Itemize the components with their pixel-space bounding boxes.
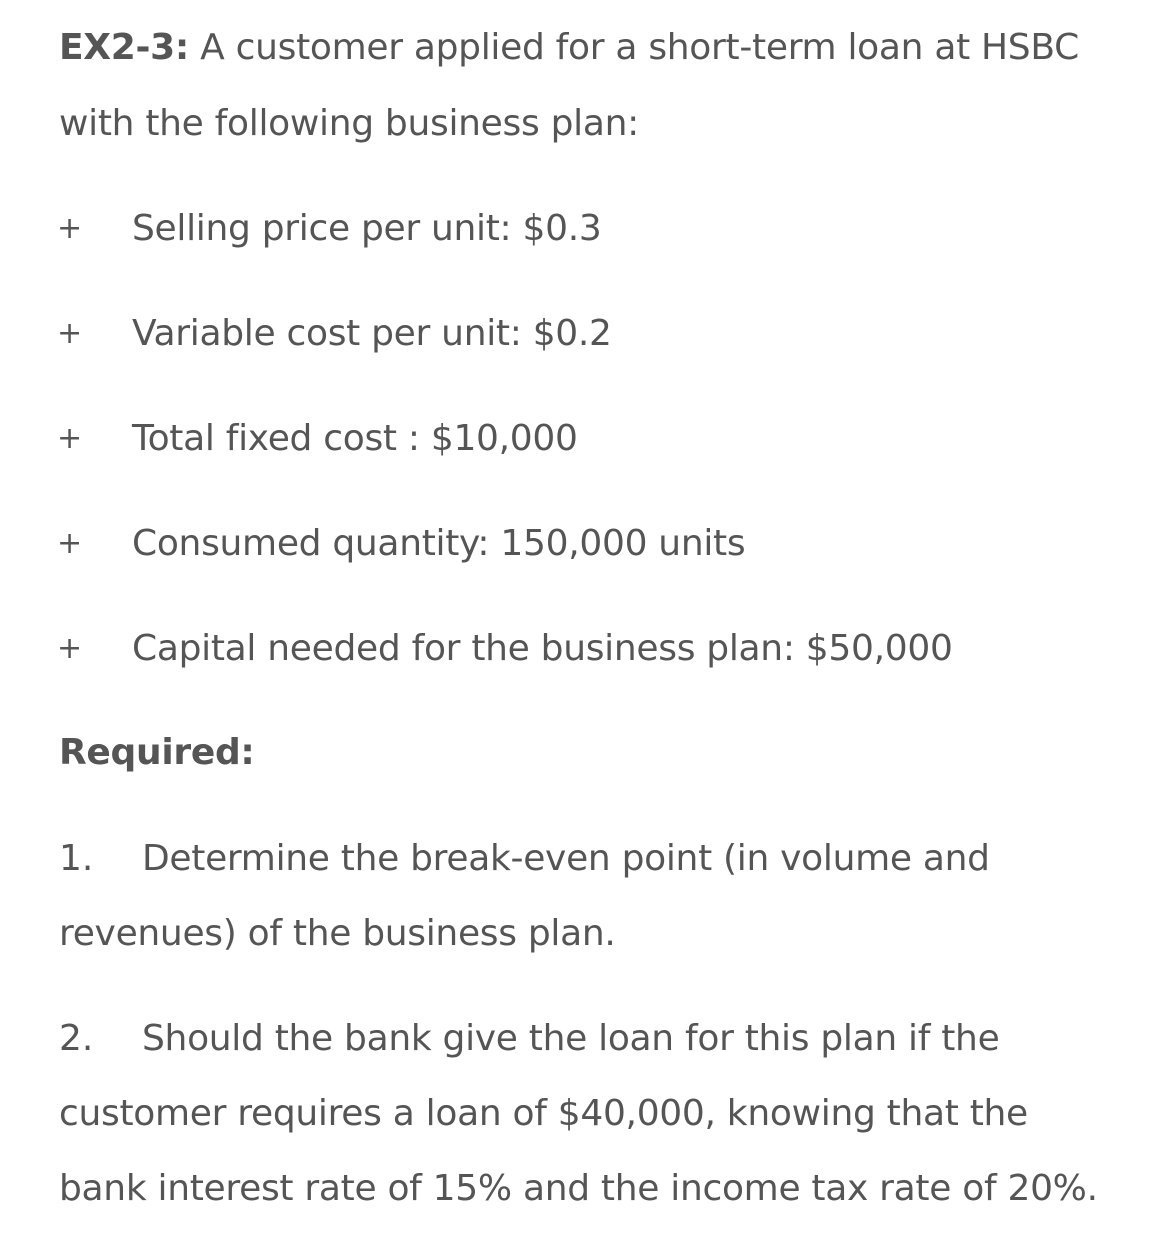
item-number: 2. (59, 1018, 94, 1059)
plus-bullet-icon: + (57, 316, 83, 351)
bullet-text: Selling price per unit: $0.3 (132, 208, 602, 249)
intro-line-2: with the following business plan: (59, 103, 639, 144)
item-number: 1. (59, 838, 94, 879)
bullet-text: Total fixed cost : $10,000 (132, 418, 578, 459)
item-text-line: Should the bank give the loan for this plan if the (142, 1018, 1000, 1059)
plus-bullet-icon: + (57, 631, 83, 666)
plus-bullet-icon: + (57, 421, 83, 456)
item-text-line: Determine the break-even point (in volume and (142, 838, 990, 879)
bullet-text: Consumed quantity: 150,000 units (132, 523, 746, 564)
item-text-line: customer requires a loan of $40,000, knowing that the (59, 1093, 1028, 1134)
intro-line-1 (59, 26, 1079, 70)
plus-bullet-icon: + (57, 526, 83, 561)
plus-bullet-icon: + (57, 211, 83, 246)
intro-text-1: A customer applied for a short-term loan at HSBC (188, 27, 1079, 68)
item-text-line: bank interest rate of 15% and the income tax rate of 20%. (59, 1168, 1098, 1209)
bullet-text: Capital needed for the business plan: $50,000 (132, 628, 953, 669)
required-heading: Required: (59, 732, 255, 773)
bullet-text: Variable cost per unit: $0.2 (132, 313, 612, 354)
item-text-line: revenues) of the business plan. (59, 913, 616, 954)
exercise-label: EX2-3: (59, 27, 189, 68)
